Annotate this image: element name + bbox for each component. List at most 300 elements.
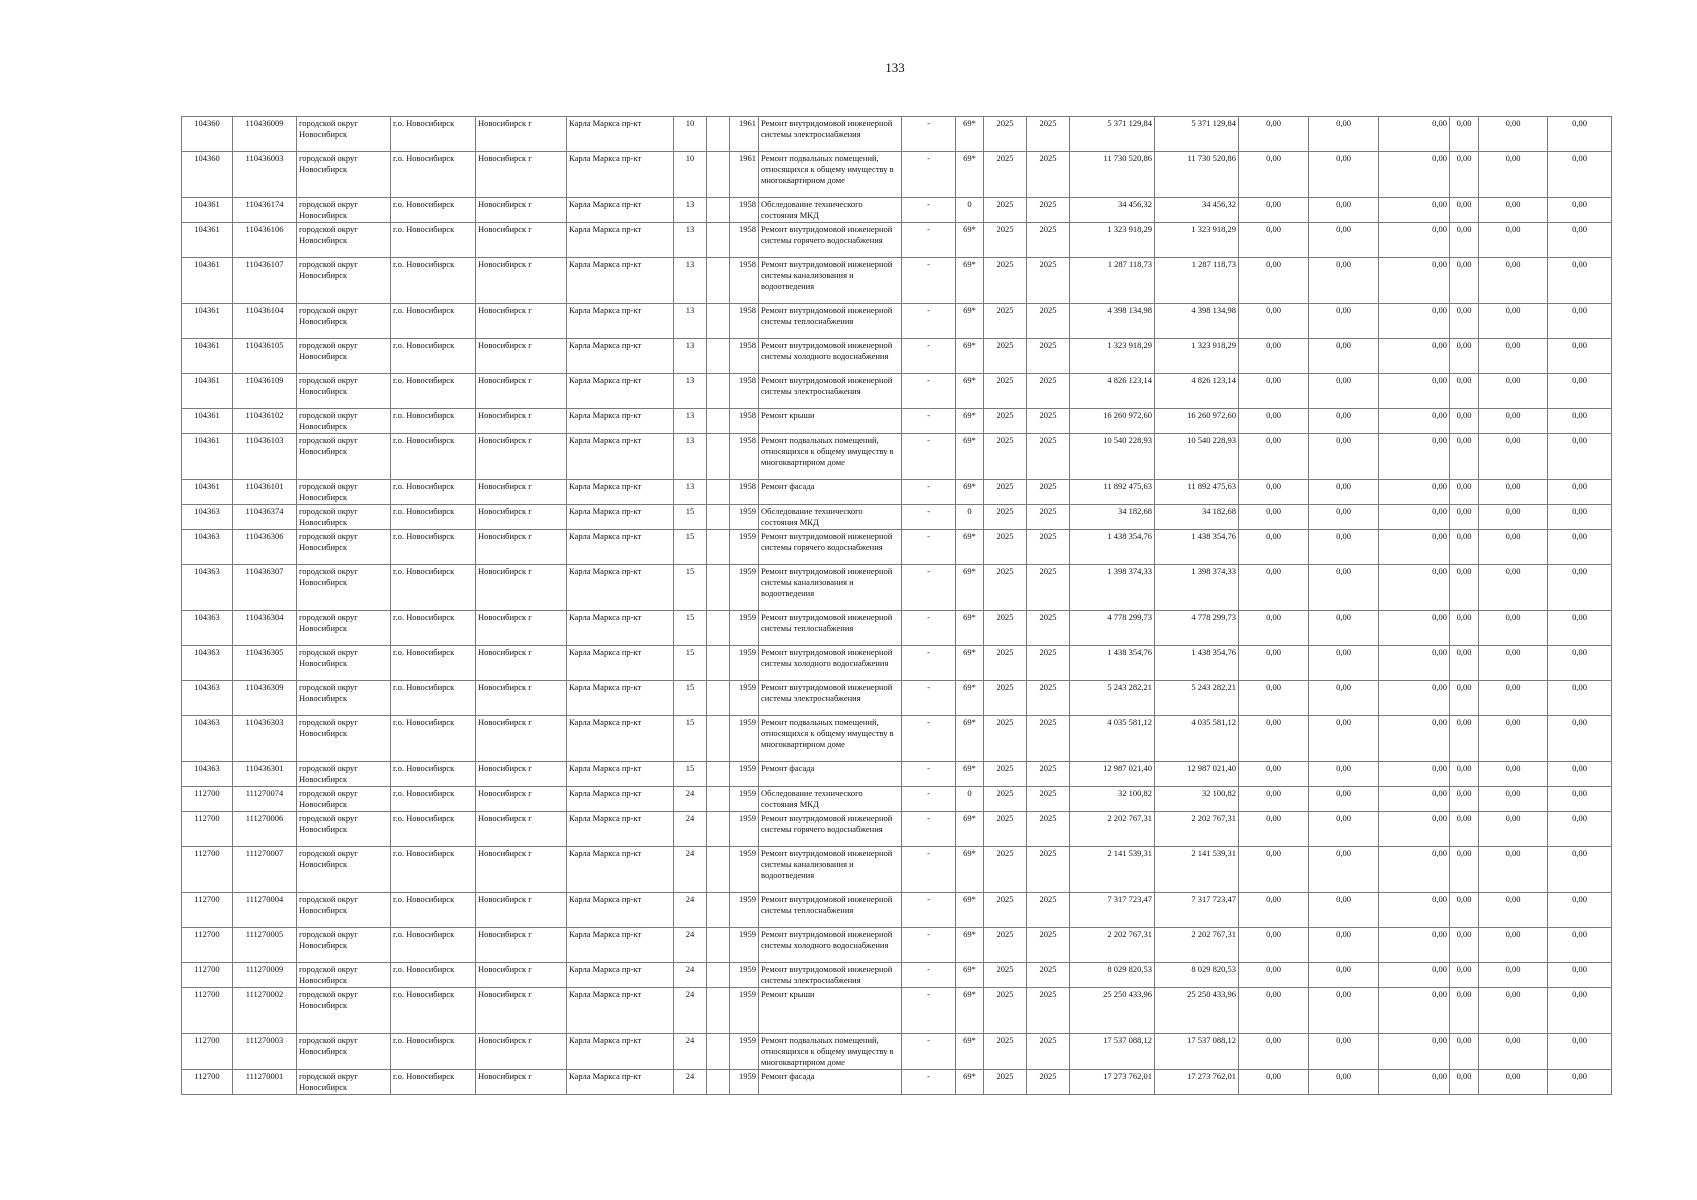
cell-locality: Новосибирск г: [476, 893, 567, 928]
cell-municipality: городской округ Новосибирск: [297, 646, 391, 681]
cell-total-cost: 8 029 820,53: [1070, 963, 1155, 988]
cell-work-type: Обследование технического состояния МКД: [759, 505, 902, 530]
cell-other-funds: 0,00: [1479, 893, 1548, 928]
cell-budget-local: 0,00: [1379, 646, 1450, 681]
cell-work-type: Ремонт фасада: [759, 1070, 902, 1095]
cell-municipality: городской округ Новосибирск: [297, 1034, 391, 1070]
cell-work-type: Ремонт внутридомовой инженерной системы электроснабжения: [759, 374, 902, 409]
cell-total-cost: 1 323 918,29: [1070, 223, 1155, 258]
cell-plan-year-start: 2025: [984, 812, 1027, 847]
cell-work-id: 110436306: [233, 530, 297, 565]
cell-deterioration: 0: [956, 198, 984, 223]
cell-year-built: 1959: [730, 565, 759, 611]
cell-budget-federal: 0,00: [1239, 716, 1309, 762]
cell-reserve: 0,00: [1548, 304, 1612, 339]
cell-budget-federal: 0,00: [1239, 198, 1309, 223]
cell-year-built: 1959: [730, 646, 759, 681]
cell-other-funds: 0,00: [1479, 988, 1548, 1034]
cell-reserve: 0,00: [1548, 787, 1612, 812]
cell-street: Карла Маркса пр-кт: [567, 681, 674, 716]
cell-fund-cost: 16 260 972,60: [1155, 409, 1239, 434]
cell-other-funds: 0,00: [1479, 681, 1548, 716]
cell-work-id: 110436101: [233, 480, 297, 505]
cell-work-id: 111270074: [233, 787, 297, 812]
cell-plan-year-start: 2025: [984, 1034, 1027, 1070]
cell-district: г.о. Новосибирск: [391, 565, 476, 611]
cell-deterioration: 69*: [956, 646, 984, 681]
cell-work-id: 111270006: [233, 812, 297, 847]
cell-budget-local: 0,00: [1379, 223, 1450, 258]
cell-budget-regional: 0,00: [1309, 716, 1379, 762]
cell-year-built: 1959: [730, 530, 759, 565]
cell-locality: Новосибирск г: [476, 611, 567, 646]
cell-work-id: 110436003: [233, 152, 297, 198]
cell-house-number: 13: [674, 339, 707, 374]
cell-budget-local: 0,00: [1379, 716, 1450, 762]
cell-locality: Новосибирск г: [476, 339, 567, 374]
cell-other-funds: 0,00: [1479, 928, 1548, 963]
cell-owner-share: 0,00: [1450, 374, 1479, 409]
cell-district: г.о. Новосибирск: [391, 681, 476, 716]
cell-budget-regional: 0,00: [1309, 409, 1379, 434]
cell-street: Карла Маркса пр-кт: [567, 339, 674, 374]
cell-owner-share: 0,00: [1450, 480, 1479, 505]
cell-work-id: 111270009: [233, 963, 297, 988]
cell-work-id: 111270001: [233, 1070, 297, 1095]
cell-budget-federal: 0,00: [1239, 409, 1309, 434]
cell-locality: Новосибирск г: [476, 304, 567, 339]
cell-budget-federal: 0,00: [1239, 762, 1309, 787]
cell-work-type: Ремонт внутридомовой инженерной системы холодного водоснабжения: [759, 646, 902, 681]
cell-budget-federal: 0,00: [1239, 847, 1309, 893]
cell-total-cost: 16 260 972,60: [1070, 409, 1155, 434]
cell-street: Карла Маркса пр-кт: [567, 258, 674, 304]
cell-total-cost: 1 323 918,29: [1070, 339, 1155, 374]
cell-budget-federal: 0,00: [1239, 374, 1309, 409]
cell-owner-share: 0,00: [1450, 1034, 1479, 1070]
cell-locality: Новосибирск г: [476, 646, 567, 681]
cell-work-type: Ремонт подвальных помещений, относящихся к общему имуществу в многоквартирном доме: [759, 1034, 902, 1070]
cell-fund-cost: 4 778 299,73: [1155, 611, 1239, 646]
cell-plan-year-start: 2025: [984, 1070, 1027, 1095]
cell-unit: -: [902, 847, 956, 893]
cell-budget-local: 0,00: [1379, 530, 1450, 565]
cell-house-id: 112700: [182, 1070, 233, 1095]
cell-budget-federal: 0,00: [1239, 1070, 1309, 1095]
cell-district: г.о. Новосибирск: [391, 1034, 476, 1070]
cell-house-number: 13: [674, 434, 707, 480]
cell-plan-year-end: 2025: [1027, 409, 1070, 434]
cell-district: г.о. Новосибирск: [391, 847, 476, 893]
cell-fund-cost: 1 438 354,76: [1155, 646, 1239, 681]
table-row: [182, 565, 1612, 611]
cell-total-cost: 17 273 762,01: [1070, 1070, 1155, 1095]
cell-owner-share: 0,00: [1450, 611, 1479, 646]
cell-district: г.о. Новосибирск: [391, 117, 476, 152]
cell-plan-year-start: 2025: [984, 565, 1027, 611]
cell-district: г.о. Новосибирск: [391, 198, 476, 223]
cell-deterioration: 69*: [956, 963, 984, 988]
cell-fund-cost: 5 243 282,21: [1155, 681, 1239, 716]
cell-municipality: городской округ Новосибирск: [297, 893, 391, 928]
cell-work-type: Ремонт подвальных помещений, относящихся к общему имуществу в многоквартирном доме: [759, 716, 902, 762]
cell-building: [707, 928, 730, 963]
cell-deterioration: 69*: [956, 374, 984, 409]
cell-reserve: 0,00: [1548, 963, 1612, 988]
cell-other-funds: 0,00: [1479, 152, 1548, 198]
cell-other-funds: 0,00: [1479, 1034, 1548, 1070]
cell-house-number: 15: [674, 505, 707, 530]
cell-deterioration: 69*: [956, 716, 984, 762]
cell-unit: -: [902, 223, 956, 258]
cell-fund-cost: 17 537 088,12: [1155, 1034, 1239, 1070]
cell-house-number: 13: [674, 480, 707, 505]
cell-plan-year-end: 2025: [1027, 611, 1070, 646]
cell-reserve: 0,00: [1548, 530, 1612, 565]
cell-locality: Новосибирск г: [476, 505, 567, 530]
cell-budget-federal: 0,00: [1239, 1034, 1309, 1070]
cell-work-type: Ремонт внутридомовой инженерной системы канализования и водоотведения: [759, 847, 902, 893]
table-row: [182, 716, 1612, 762]
cell-owner-share: 0,00: [1450, 258, 1479, 304]
cell-total-cost: 11 730 520,86: [1070, 152, 1155, 198]
cell-deterioration: 69*: [956, 1070, 984, 1095]
cell-work-id: 111270002: [233, 988, 297, 1034]
cell-total-cost: 34 456,32: [1070, 198, 1155, 223]
table-row: [182, 1070, 1612, 1095]
table-row: [182, 374, 1612, 409]
cell-plan-year-end: 2025: [1027, 963, 1070, 988]
cell-municipality: городской округ Новосибирск: [297, 198, 391, 223]
cell-plan-year-end: 2025: [1027, 812, 1070, 847]
cell-building: [707, 409, 730, 434]
cell-plan-year-start: 2025: [984, 681, 1027, 716]
cell-unit: -: [902, 198, 956, 223]
cell-deterioration: 69*: [956, 681, 984, 716]
cell-budget-regional: 0,00: [1309, 762, 1379, 787]
cell-locality: Новосибирск г: [476, 1034, 567, 1070]
cell-unit: -: [902, 646, 956, 681]
cell-house-number: 15: [674, 646, 707, 681]
cell-reserve: 0,00: [1548, 117, 1612, 152]
cell-locality: Новосибирск г: [476, 988, 567, 1034]
cell-plan-year-end: 2025: [1027, 928, 1070, 963]
cell-reserve: 0,00: [1548, 565, 1612, 611]
cell-plan-year-start: 2025: [984, 480, 1027, 505]
cell-deterioration: 69*: [956, 762, 984, 787]
cell-district: г.о. Новосибирск: [391, 928, 476, 963]
cell-other-funds: 0,00: [1479, 812, 1548, 847]
cell-deterioration: 0: [956, 505, 984, 530]
cell-house-id: 104363: [182, 716, 233, 762]
cell-house-id: 104363: [182, 611, 233, 646]
cell-plan-year-start: 2025: [984, 409, 1027, 434]
cell-house-id: 104361: [182, 198, 233, 223]
cell-work-id: 110436105: [233, 339, 297, 374]
cell-house-number: 24: [674, 928, 707, 963]
cell-street: Карла Маркса пр-кт: [567, 1034, 674, 1070]
cell-district: г.о. Новосибирск: [391, 480, 476, 505]
cell-locality: Новосибирск г: [476, 716, 567, 762]
cell-unit: -: [902, 117, 956, 152]
cell-building: [707, 787, 730, 812]
cell-municipality: городской округ Новосибирск: [297, 963, 391, 988]
cell-house-number: 15: [674, 762, 707, 787]
cell-municipality: городской округ Новосибирск: [297, 681, 391, 716]
cell-building: [707, 963, 730, 988]
cell-work-type: Ремонт крыши: [759, 409, 902, 434]
cell-district: г.о. Новосибирск: [391, 374, 476, 409]
cell-house-number: 10: [674, 117, 707, 152]
cell-street: Карла Маркса пр-кт: [567, 152, 674, 198]
cell-house-id: 104363: [182, 681, 233, 716]
cell-other-funds: 0,00: [1479, 374, 1548, 409]
cell-building: [707, 762, 730, 787]
table-row: [182, 117, 1612, 152]
cell-fund-cost: 17 273 762,01: [1155, 1070, 1239, 1095]
cell-plan-year-end: 2025: [1027, 258, 1070, 304]
cell-owner-share: 0,00: [1450, 198, 1479, 223]
cell-plan-year-start: 2025: [984, 339, 1027, 374]
cell-street: Карла Маркса пр-кт: [567, 928, 674, 963]
cell-owner-share: 0,00: [1450, 812, 1479, 847]
cell-other-funds: 0,00: [1479, 963, 1548, 988]
cell-municipality: городской округ Новосибирск: [297, 1070, 391, 1095]
cell-house-id: 104361: [182, 409, 233, 434]
cell-district: г.о. Новосибирск: [391, 434, 476, 480]
cell-year-built: 1959: [730, 847, 759, 893]
cell-reserve: 0,00: [1548, 928, 1612, 963]
cell-house-id: 112700: [182, 1034, 233, 1070]
cell-house-number: 13: [674, 223, 707, 258]
cell-plan-year-start: 2025: [984, 847, 1027, 893]
cell-budget-local: 0,00: [1379, 258, 1450, 304]
cell-unit: -: [902, 893, 956, 928]
cell-budget-federal: 0,00: [1239, 893, 1309, 928]
cell-locality: Новосибирск г: [476, 117, 567, 152]
cell-budget-local: 0,00: [1379, 152, 1450, 198]
cell-house-number: 24: [674, 963, 707, 988]
cell-owner-share: 0,00: [1450, 565, 1479, 611]
cell-budget-local: 0,00: [1379, 480, 1450, 505]
cell-budget-local: 0,00: [1379, 304, 1450, 339]
cell-locality: Новосибирск г: [476, 530, 567, 565]
cell-house-number: 24: [674, 893, 707, 928]
cell-plan-year-end: 2025: [1027, 681, 1070, 716]
cell-other-funds: 0,00: [1479, 762, 1548, 787]
cell-house-id: 104360: [182, 117, 233, 152]
cell-year-built: 1958: [730, 223, 759, 258]
cell-district: г.о. Новосибирск: [391, 611, 476, 646]
cell-unit: -: [902, 409, 956, 434]
table-row: [182, 928, 1612, 963]
cell-total-cost: 4 778 299,73: [1070, 611, 1155, 646]
cell-house-id: 104361: [182, 223, 233, 258]
cell-house-id: 104361: [182, 480, 233, 505]
cell-owner-share: 0,00: [1450, 530, 1479, 565]
cell-work-type: Обследование технического состояния МКД: [759, 198, 902, 223]
cell-reserve: 0,00: [1548, 480, 1612, 505]
cell-locality: Новосибирск г: [476, 480, 567, 505]
cell-fund-cost: 34 456,32: [1155, 198, 1239, 223]
cell-house-number: 24: [674, 1034, 707, 1070]
cell-municipality: городской округ Новосибирск: [297, 530, 391, 565]
cell-fund-cost: 7 317 723,47: [1155, 893, 1239, 928]
cell-work-type: Ремонт внутридомовой инженерной системы электроснабжения: [759, 117, 902, 152]
cell-fund-cost: 8 029 820,53: [1155, 963, 1239, 988]
table-row: [182, 893, 1612, 928]
cell-work-type: Ремонт внутридомовой инженерной системы канализования и водоотведения: [759, 258, 902, 304]
cell-building: [707, 1034, 730, 1070]
table-row: [182, 480, 1612, 505]
cell-municipality: городской округ Новосибирск: [297, 304, 391, 339]
cell-reserve: 0,00: [1548, 339, 1612, 374]
cell-budget-regional: 0,00: [1309, 530, 1379, 565]
cell-locality: Новосибирск г: [476, 374, 567, 409]
cell-house-number: 15: [674, 565, 707, 611]
cell-deterioration: 69*: [956, 223, 984, 258]
cell-budget-local: 0,00: [1379, 198, 1450, 223]
cell-unit: -: [902, 963, 956, 988]
cell-plan-year-start: 2025: [984, 258, 1027, 304]
cell-municipality: городской округ Новосибирск: [297, 812, 391, 847]
cell-deterioration: 69*: [956, 893, 984, 928]
cell-work-id: 110436009: [233, 117, 297, 152]
cell-work-type: Ремонт внутридомовой инженерной системы теплоснабжения: [759, 611, 902, 646]
cell-year-built: 1959: [730, 1070, 759, 1095]
cell-fund-cost: 5 371 129,84: [1155, 117, 1239, 152]
cell-budget-local: 0,00: [1379, 565, 1450, 611]
cell-locality: Новосибирск г: [476, 223, 567, 258]
cell-house-id: 104361: [182, 434, 233, 480]
table-row: [182, 223, 1612, 258]
cell-total-cost: 2 202 767,31: [1070, 928, 1155, 963]
cell-street: Карла Маркса пр-кт: [567, 716, 674, 762]
cell-budget-regional: 0,00: [1309, 787, 1379, 812]
cell-district: г.о. Новосибирск: [391, 152, 476, 198]
cell-house-id: 104363: [182, 762, 233, 787]
cell-building: [707, 565, 730, 611]
cell-municipality: городской округ Новосибирск: [297, 374, 391, 409]
cell-other-funds: 0,00: [1479, 1070, 1548, 1095]
cell-budget-regional: 0,00: [1309, 304, 1379, 339]
cell-unit: -: [902, 988, 956, 1034]
cell-year-built: 1959: [730, 1034, 759, 1070]
cell-unit: -: [902, 1070, 956, 1095]
table-row: [182, 339, 1612, 374]
cell-budget-regional: 0,00: [1309, 258, 1379, 304]
cell-other-funds: 0,00: [1479, 223, 1548, 258]
cell-work-id: 110436303: [233, 716, 297, 762]
cell-work-id: 110436104: [233, 304, 297, 339]
cell-total-cost: 4 035 581,12: [1070, 716, 1155, 762]
cell-district: г.о. Новосибирск: [391, 1070, 476, 1095]
cell-municipality: городской округ Новосибирск: [297, 787, 391, 812]
cell-fund-cost: 32 100,82: [1155, 787, 1239, 812]
cell-budget-regional: 0,00: [1309, 611, 1379, 646]
cell-street: Карла Маркса пр-кт: [567, 963, 674, 988]
cell-budget-local: 0,00: [1379, 988, 1450, 1034]
cell-street: Карла Маркса пр-кт: [567, 565, 674, 611]
cell-total-cost: 1 287 118,73: [1070, 258, 1155, 304]
cell-owner-share: 0,00: [1450, 152, 1479, 198]
cell-fund-cost: 25 250 433,96: [1155, 988, 1239, 1034]
cell-owner-share: 0,00: [1450, 409, 1479, 434]
table-row: [182, 988, 1612, 1034]
cell-plan-year-start: 2025: [984, 117, 1027, 152]
cell-budget-regional: 0,00: [1309, 963, 1379, 988]
cell-year-built: 1958: [730, 339, 759, 374]
cell-fund-cost: 12 987 021,40: [1155, 762, 1239, 787]
cell-deterioration: 69*: [956, 258, 984, 304]
table-row: [182, 847, 1612, 893]
cell-plan-year-end: 2025: [1027, 988, 1070, 1034]
cell-house-number: 13: [674, 198, 707, 223]
cell-total-cost: 25 250 433,96: [1070, 988, 1155, 1034]
cell-owner-share: 0,00: [1450, 681, 1479, 716]
cell-owner-share: 0,00: [1450, 505, 1479, 530]
cell-budget-local: 0,00: [1379, 434, 1450, 480]
cell-reserve: 0,00: [1548, 505, 1612, 530]
cell-other-funds: 0,00: [1479, 198, 1548, 223]
cell-reserve: 0,00: [1548, 223, 1612, 258]
cell-owner-share: 0,00: [1450, 762, 1479, 787]
cell-plan-year-start: 2025: [984, 762, 1027, 787]
cell-total-cost: 4 826 123,14: [1070, 374, 1155, 409]
cell-budget-regional: 0,00: [1309, 223, 1379, 258]
cell-owner-share: 0,00: [1450, 787, 1479, 812]
cell-work-type: Ремонт внутридомовой инженерной системы теплоснабжения: [759, 304, 902, 339]
table-row: [182, 258, 1612, 304]
cell-budget-regional: 0,00: [1309, 893, 1379, 928]
table-row: [182, 611, 1612, 646]
cell-total-cost: 32 100,82: [1070, 787, 1155, 812]
cell-other-funds: 0,00: [1479, 304, 1548, 339]
cell-plan-year-start: 2025: [984, 646, 1027, 681]
cell-work-id: 110436305: [233, 646, 297, 681]
cell-year-built: 1959: [730, 928, 759, 963]
cell-building: [707, 304, 730, 339]
cell-reserve: 0,00: [1548, 847, 1612, 893]
cell-owner-share: 0,00: [1450, 117, 1479, 152]
cell-unit: -: [902, 1034, 956, 1070]
cell-building: [707, 223, 730, 258]
cell-work-type: Ремонт внутридомовой инженерной системы холодного водоснабжения: [759, 928, 902, 963]
cell-owner-share: 0,00: [1450, 963, 1479, 988]
cell-work-id: 110436304: [233, 611, 297, 646]
cell-plan-year-start: 2025: [984, 716, 1027, 762]
cell-other-funds: 0,00: [1479, 646, 1548, 681]
cell-unit: -: [902, 681, 956, 716]
cell-fund-cost: 11 730 520,86: [1155, 152, 1239, 198]
cell-work-id: 110436106: [233, 223, 297, 258]
cell-plan-year-end: 2025: [1027, 646, 1070, 681]
cell-fund-cost: 1 438 354,76: [1155, 530, 1239, 565]
cell-plan-year-end: 2025: [1027, 762, 1070, 787]
repair-register-table: [181, 116, 1612, 1095]
cell-street: Карла Маркса пр-кт: [567, 374, 674, 409]
cell-budget-regional: 0,00: [1309, 928, 1379, 963]
cell-building: [707, 374, 730, 409]
cell-house-number: 13: [674, 258, 707, 304]
cell-work-id: 110436309: [233, 681, 297, 716]
cell-budget-federal: 0,00: [1239, 611, 1309, 646]
cell-deterioration: 69*: [956, 611, 984, 646]
cell-house-number: 13: [674, 409, 707, 434]
cell-street: Карла Маркса пр-кт: [567, 812, 674, 847]
cell-reserve: 0,00: [1548, 258, 1612, 304]
cell-work-id: 110436307: [233, 565, 297, 611]
